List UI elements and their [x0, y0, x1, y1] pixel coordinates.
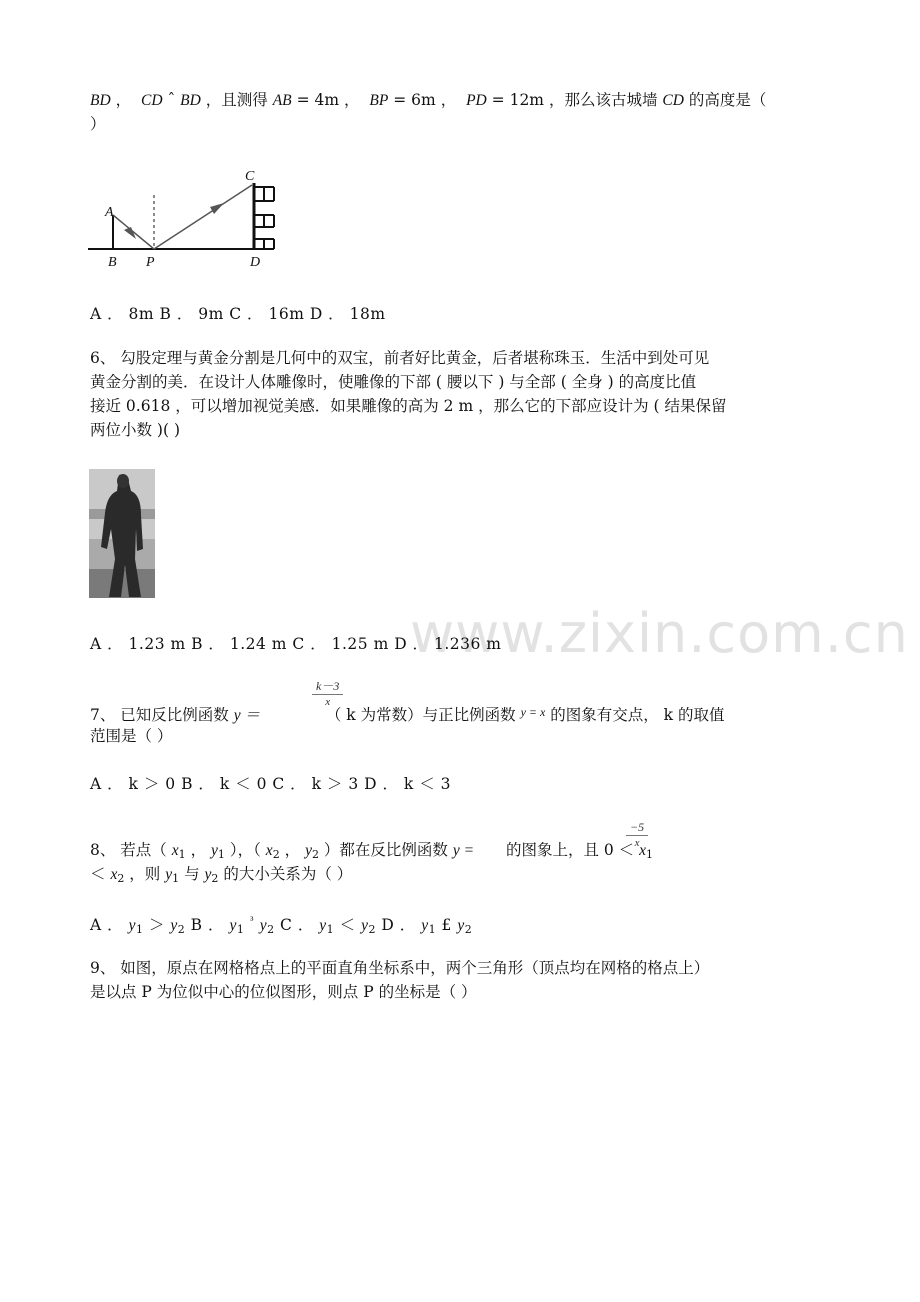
fraction-denominator: x [325, 696, 331, 708]
text: 的高度是（ [688, 91, 767, 109]
var-y: y [319, 917, 327, 934]
text: ，则 [129, 865, 161, 883]
subscript: 2 [272, 848, 280, 861]
segment-cd: CD [140, 92, 163, 109]
text: 7、 已知反比例函数 [90, 706, 229, 724]
q6-line-1: 6、 勾股定理与黄金分割是几何中的双宝，前者好比黄金，后者堪称珠玉．生活中到处可见 [90, 349, 710, 367]
var-x: x [110, 866, 118, 883]
var-y: y [259, 917, 268, 934]
fraction-denominator: x [634, 837, 640, 849]
var-y: y [204, 866, 212, 883]
text: 的大小关系为（ ） [223, 865, 353, 883]
var-y: y [361, 917, 369, 934]
text: 8、 若点（ [90, 841, 167, 859]
option-d-label: D ． [381, 916, 416, 934]
relation: ＜ [339, 916, 356, 934]
segment-pd: PD [466, 92, 487, 109]
value-pd: = 12m [491, 91, 545, 109]
text: （ k 为常数）与正比例函数 [325, 706, 516, 724]
var-y: y [211, 842, 218, 859]
punct: ， [344, 91, 360, 109]
segment-cd: CD [662, 92, 684, 109]
subscript: 2 [117, 872, 125, 885]
segment-bp: BP [369, 92, 389, 109]
subscript: 2 [211, 872, 219, 885]
fraction-numerator: −5 [626, 820, 648, 836]
var-y: y [165, 866, 173, 883]
perp-symbol: ˆ [167, 91, 176, 109]
var-y: y [457, 917, 465, 934]
q8-line-1 [90, 839, 653, 866]
relation: ³ [249, 916, 255, 927]
q6-line-4: 两位小数 )( ) [90, 421, 180, 439]
q7-line-2: 范围是（ ） [90, 727, 173, 745]
subscript: 2 [464, 923, 473, 936]
var-x: x [265, 842, 273, 859]
q5-geometry-figure [84, 165, 284, 273]
relation: £ [441, 916, 452, 934]
text: 的图象有交点， k 的取值 [550, 706, 725, 724]
relation: ＞ [148, 916, 165, 934]
text: 的图象上，且 0 ＜ [505, 841, 635, 859]
text: ），（ [229, 841, 261, 859]
subscript: 2 [311, 848, 319, 861]
statue-photo [89, 469, 155, 598]
direct-proportion-formula: y = x [520, 705, 546, 719]
subscript: 1 [178, 848, 186, 861]
q8-options [90, 911, 472, 941]
ray-a-to-p [113, 215, 154, 249]
subscript: 1 [236, 923, 245, 936]
label-c: C [245, 169, 255, 184]
var-y: y [305, 842, 312, 859]
subscript: 1 [217, 848, 225, 861]
q6-options: A ． 1.23 m B ． 1.24 m C ． 1.25 m D ． 1.236 m [90, 635, 502, 653]
ray-p-to-c [154, 185, 252, 249]
text: ，且测得 [205, 91, 268, 109]
fraction-numerator: k－3 [312, 679, 343, 695]
q6-line-2: 黄金分割的美．在设计人体雕像时，使雕像的下部 ( 腰以下 ) 与全部 ( 全身 ) 的高度比值 [90, 373, 697, 391]
var-x: x [171, 842, 179, 859]
text: 与 [184, 865, 200, 883]
q7-options: A ． k ＞ 0 B ． k ＜ 0 C ． k ＞ 3 D ． k ＜ 3 [90, 775, 452, 793]
y-equals: y ＝ [233, 707, 260, 724]
var-y: y [170, 917, 178, 934]
segment-ab: AB [272, 92, 292, 109]
value-bp: = 6m [393, 91, 436, 109]
punct: ， [284, 841, 301, 859]
option-a-label: A ． [90, 916, 124, 934]
subscript: 1 [428, 923, 437, 936]
subscript: 2 [368, 923, 376, 936]
q8-line-2 [90, 863, 352, 890]
wall-bricks [254, 187, 274, 249]
q8-fraction [626, 820, 648, 850]
punct: ， [190, 841, 207, 859]
less-than: ＜ [90, 865, 106, 883]
watermark: www.zixin.com.cn [410, 602, 909, 665]
statue-image [89, 469, 155, 598]
q5-line-1 [90, 89, 766, 112]
var-x: x [639, 842, 646, 859]
q5-options: A ． 8m B ． 9m C ． 16m D ． 18m [90, 305, 386, 323]
segment-bd: BD [180, 92, 201, 109]
punct: ， [440, 91, 457, 109]
q5-line-2: ） [90, 115, 106, 133]
q6-line-3: 接近 0.618 ，可以增加视觉美感．如果雕像的高为 2 m ，那么它的下部应设计为 ( 结果保留 [90, 397, 727, 415]
label-p: P [146, 255, 155, 270]
subscript: 2 [267, 923, 275, 936]
q7-fraction [312, 679, 343, 709]
text: ，那么该古城墙 [548, 91, 658, 109]
option-c-label: C ． [280, 916, 314, 934]
var-y: y [229, 917, 237, 934]
arrow-head-2 [210, 203, 224, 214]
segment-bd: BD [90, 92, 111, 109]
option-b-label: B ． [190, 916, 224, 934]
q9-line-1: 9、 如图，原点在网格格点上的平面直角坐标系中，两个三角形（顶点均在网格的格点上） [90, 959, 710, 977]
subscript: 1 [326, 923, 335, 936]
label-a: A [105, 205, 114, 220]
label-b: B [108, 255, 117, 270]
subscript: 1 [135, 923, 144, 936]
var-y: y [128, 917, 136, 934]
text: ）都在反比例函数 [323, 841, 448, 859]
y-equals: y = [452, 842, 475, 859]
value-ab: = 4m [296, 91, 340, 109]
punct: ， [115, 91, 132, 109]
subscript: 1 [172, 872, 180, 885]
var-y: y [421, 917, 429, 934]
label-d: D [250, 255, 261, 270]
q9-line-2: 是以点 P 为位似中心的位似图形，则点 P 的坐标是（ ） [90, 983, 477, 1001]
subscript: 1 [646, 848, 653, 861]
q7-line-1 [90, 701, 725, 727]
subscript: 2 [177, 923, 186, 936]
